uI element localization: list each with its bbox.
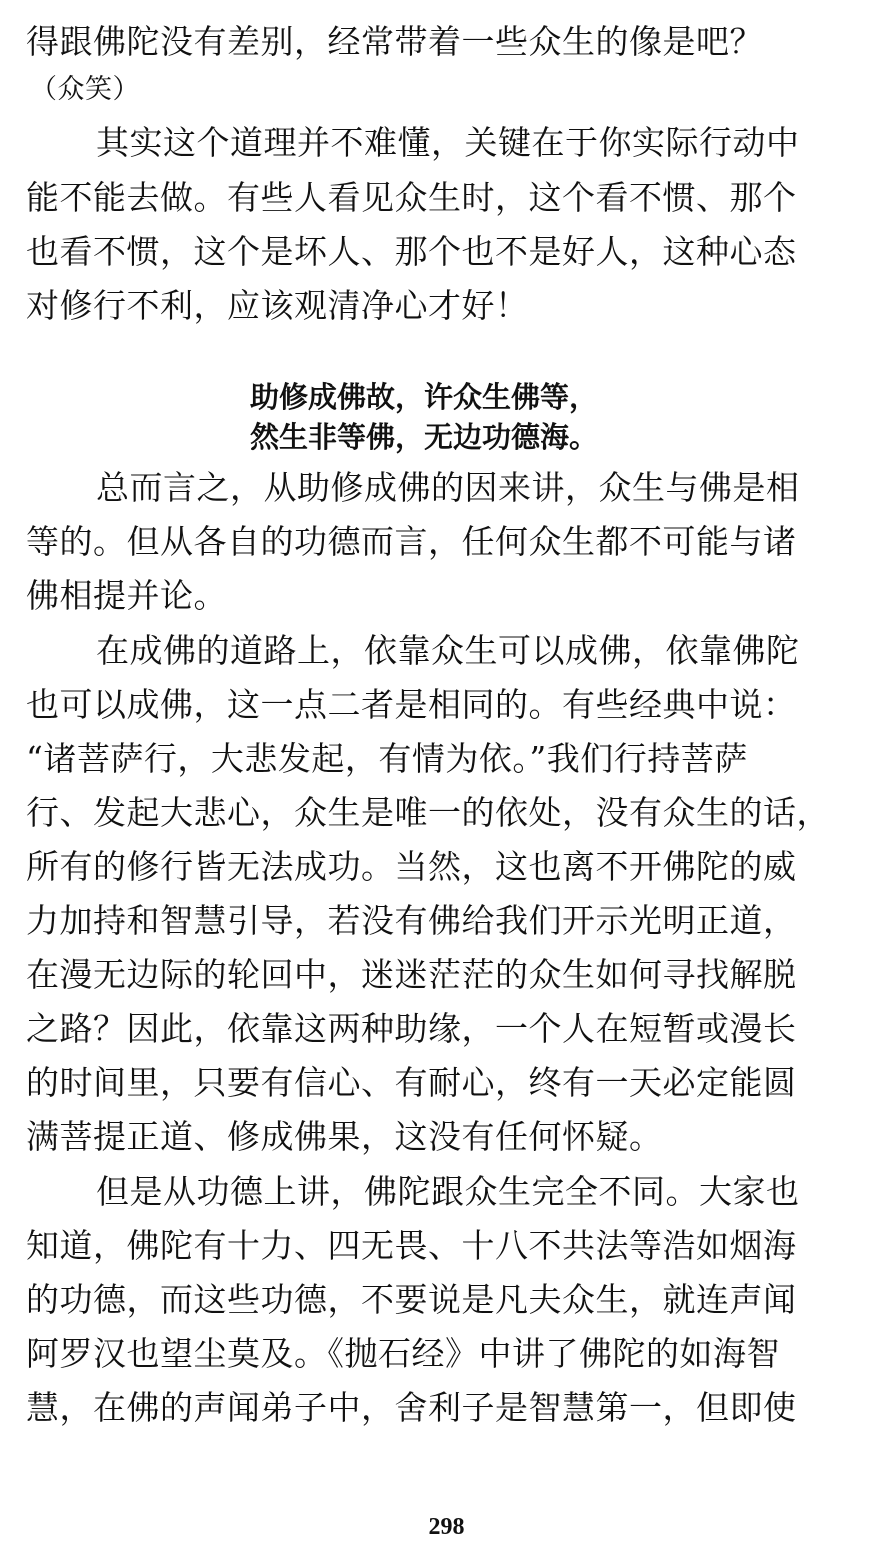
text-line: 佛相提并论。: [26, 576, 227, 615]
text-line: 对修行不利，应该观清净心才好！: [26, 286, 529, 325]
text-line: 力加持和智慧引导，若没有佛给我们开示光明正道，: [26, 901, 797, 940]
text-line: 也看不惯，这个是坏人、那个也不是好人，这种心态: [26, 232, 797, 271]
text-line: 等的。但从各自的功德而言，任何众生都不可能与诸: [26, 522, 797, 561]
audience-note: （众笑）: [30, 74, 140, 105]
text-line: 慧，在佛的声闻弟子中，舍利子是智慧第一，但即使: [26, 1388, 797, 1427]
text-line: 也可以成佛，这一点二者是相同的。有些经典中说：: [26, 685, 797, 724]
text-line: 的时间里，只要有信心、有耐心，终有一天必定能圆: [26, 1063, 797, 1102]
page-number: 298: [428, 1514, 465, 1540]
text-line: 所有的修行皆无法成功。当然，这也离不开佛陀的威: [26, 847, 797, 886]
text-line: 但是从功德上讲，佛陀跟众生完全不同。大家也: [96, 1172, 800, 1211]
text-line: 满菩提正道、修成佛果，这没有任何怀疑。: [26, 1117, 663, 1156]
text-line: 在漫无边际的轮回中，迷迷茫茫的众生如何寻找解脱: [26, 955, 797, 994]
text-line: 的功德，而这些功德，不要说是凡夫众生，就连声闻: [26, 1280, 797, 1319]
text-line: 得跟佛陀没有差别，经常带着一些众生的像是吧？: [26, 22, 763, 61]
verse-line: 然生非等佛，无边功德海。: [250, 420, 599, 454]
text-line: 行、发起大悲心，众生是唯一的依处，没有众生的话，: [26, 793, 830, 832]
text-line: 其实这个道理并不难懂，关键在于你实际行动中: [96, 123, 800, 162]
text-line: 总而言之，从助修成佛的因来讲，众生与佛是相: [96, 468, 800, 507]
text-line: 阿罗汉也望尘莫及。《抛石经》中讲了佛陀的如海智: [26, 1334, 780, 1373]
text-line: 在成佛的道路上，依靠众生可以成佛，依靠佛陀: [96, 631, 800, 670]
text-line: 知道，佛陀有十力、四无畏、十八不共法等浩如烟海: [26, 1226, 797, 1265]
text-line: 能不能去做。有些人看见众生时，这个看不惯、那个: [26, 178, 797, 217]
text-line: “诸菩萨行，大悲发起，有情为依。”我们行持菩萨: [26, 739, 748, 778]
verse-line: 助修成佛故，许众生佛等，: [250, 380, 599, 414]
text-line: 之路？因此，依靠这两种助缘，一个人在短暂或漫长: [26, 1009, 797, 1048]
